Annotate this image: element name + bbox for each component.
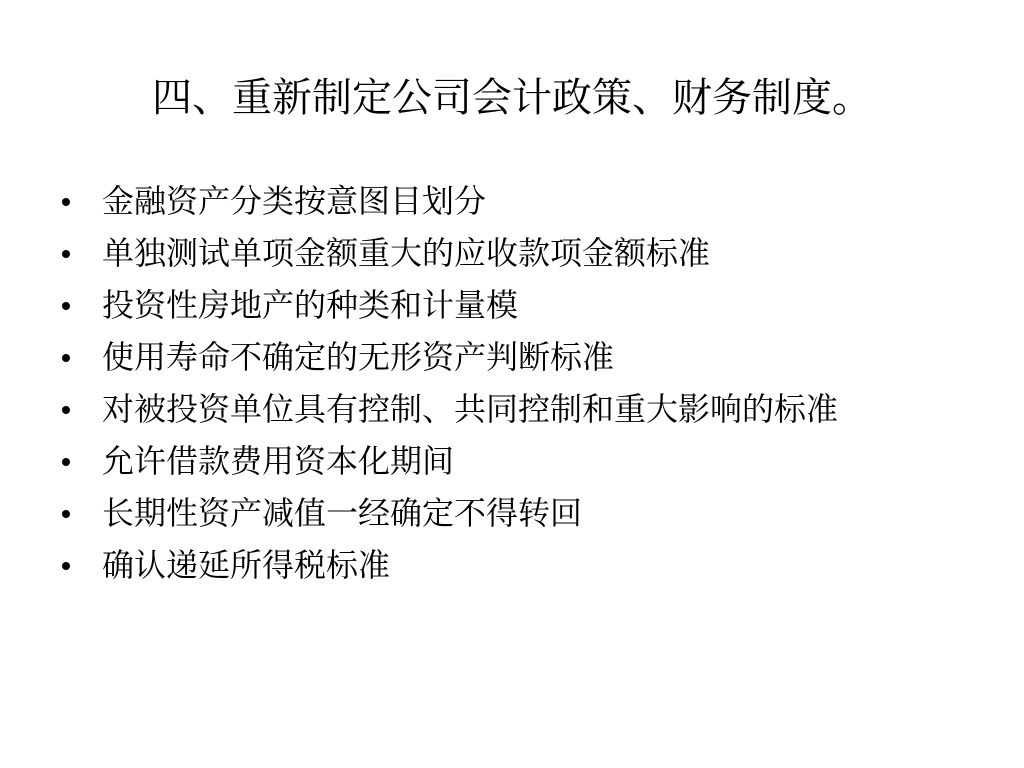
bullet-text: 允许借款费用资本化期间	[102, 442, 455, 480]
bullet-text: 长期性资产减值一经确定不得转回	[102, 494, 583, 532]
bullet-text: 使用寿命不确定的无形资产判断标准	[102, 338, 615, 376]
bullet-dot-icon	[62, 302, 70, 310]
bullet-text: 金融资产分类按意图目划分	[102, 182, 487, 220]
list-item	[56, 386, 956, 432]
bullet-list	[56, 178, 956, 594]
bullet-dot-icon	[62, 562, 70, 570]
list-item	[56, 438, 956, 484]
bullet-dot-icon	[62, 406, 70, 414]
list-item	[56, 230, 956, 276]
list-item	[56, 334, 956, 380]
bullet-dot-icon	[62, 510, 70, 518]
list-item	[56, 282, 956, 328]
bullet-dot-icon	[62, 458, 70, 466]
bullet-text: 单独测试单项金额重大的应收款项金额标准	[102, 234, 711, 272]
list-item	[56, 542, 956, 588]
list-item	[56, 490, 956, 536]
bullet-dot-icon	[62, 250, 70, 258]
bullet-text: 对被投资单位具有控制、共同控制和重大影响的标准	[102, 390, 839, 428]
bullet-text: 投资性房地产的种类和计量模	[102, 286, 519, 324]
list-item	[56, 178, 956, 224]
bullet-dot-icon	[62, 198, 70, 206]
bullet-dot-icon	[62, 354, 70, 362]
bullet-text: 确认递延所得税标准	[102, 546, 391, 584]
slide-title: 四、重新制定公司会计政策、财务制度。	[152, 75, 872, 121]
